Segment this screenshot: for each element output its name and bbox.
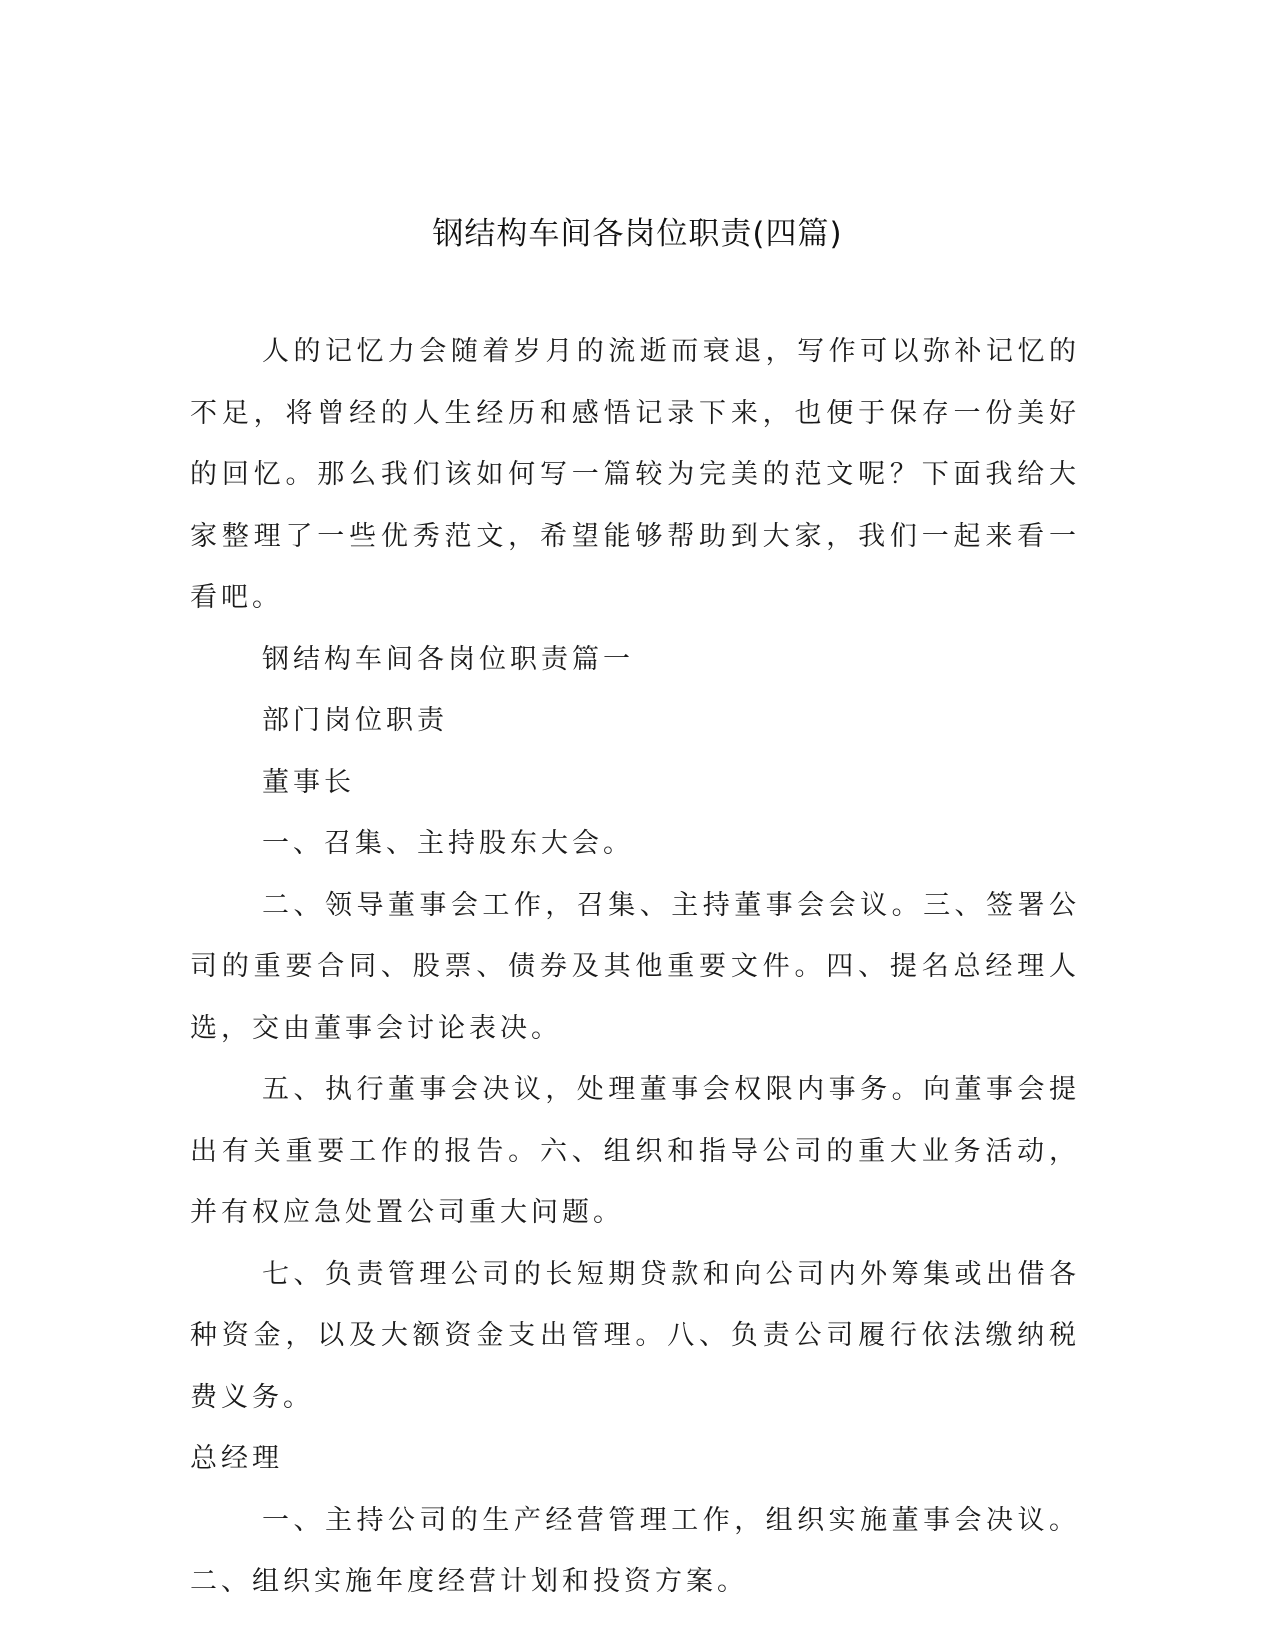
subsection-heading: 部门岗位职责: [262, 705, 448, 736]
document-body: [190, 321, 1080, 1613]
document-title: 钢结构车间各岗位职责(四篇): [432, 216, 843, 252]
duty-paragraph: 二、领导董事会工作，召集、主持董事会会议。三、签署公司的重要合同、股票、债券及其他重要文件。四、提名总经理人选，交由董事会讨论表决。: [190, 889, 1080, 1044]
role-heading-chairman: 董事长: [262, 766, 355, 798]
duty-paragraph: 一、召集、主持股东大会。: [262, 828, 634, 859]
intro-paragraph: 人的记忆力会随着岁月的流逝而衰退，写作可以弥补记忆的不足，将曾经的人生经历和感悟记录下来，也便于保存一份美好的回忆。那么我们该如何写一篇较为完美的范文呢？下面我给大家整理了一些优秀范文，希望能够帮助到大家，我们一起来看一看吧。: [190, 336, 1080, 613]
section-heading: 钢结构车间各岗位职责篇一: [262, 643, 634, 675]
duty-paragraph: 五、执行董事会决议，处理董事会权限内事务。向董事会提出有关重要工作的报告。六、组织和指导公司的重大业务活动，并有权应急处置公司重大问题。: [190, 1074, 1080, 1228]
duty-paragraph: 一、主持公司的生产经营管理工作，组织实施董事会决议。二、组织实施年度经营计划和投资方案。: [190, 1504, 1080, 1597]
duty-paragraph: 七、负责管理公司的长短期贷款和向公司内外筹集或出借各种资金，以及大额资金支出管理。八、负责公司履行依法缴纳税费义务。: [190, 1258, 1080, 1413]
role-heading-general-manager: 总经理: [190, 1443, 283, 1474]
